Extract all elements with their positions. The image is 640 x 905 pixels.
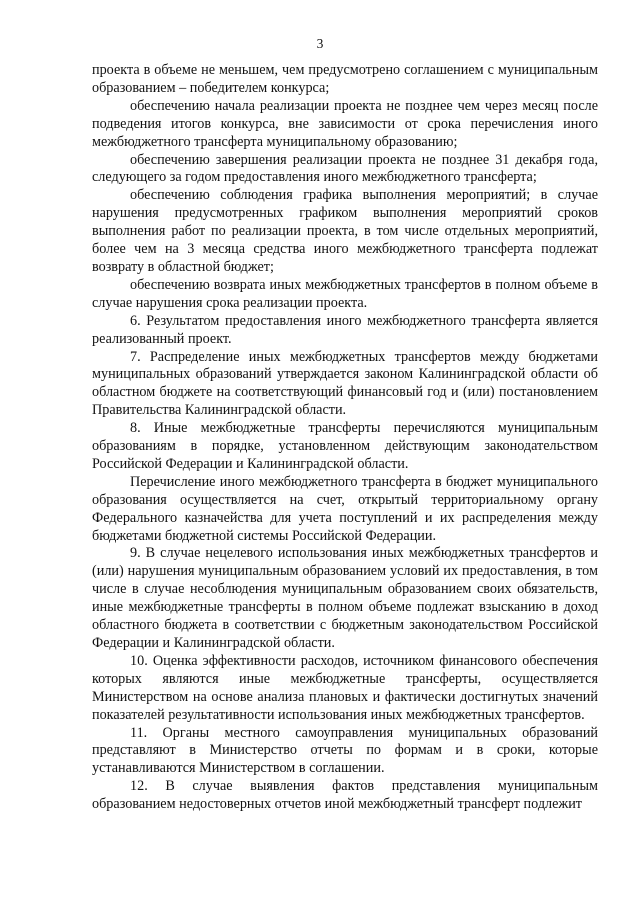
paragraph: обеспечению возврата иных межбюджетных трансфертов в полном объеме в случае нарушения срока реализации проекта. [92,276,598,311]
paragraph: 11. Органы местного самоуправления муниципальных образований представляют в Министерство отчеты по формам и в сроки, которые устанавливаются Министерством в соглашении. [92,724,598,777]
paragraph: проекта в объеме не меньшем, чем предусмотрено соглашением с муниципальным образованием – победителем конкурса; [92,62,598,96]
document-body [92,62,598,814]
paragraph: 12. В случае выявления фактов представления муниципальным образованием недостоверных отчетов иной межбюджетный трансферт подлежит [92,778,598,813]
paragraph: Перечисление иного межбюджетного трансферта в бюджет муниципального образования осуществляется на счет, открытый территориальному органу Федерального казначейства для учета поступлений и их распределения между бюджетами бюджетной системы Российской Федерации. [92,473,598,544]
paragraph: 10. Оценка эффективности расходов, источником финансового обеспечения которых являются иные межбюджетные трансферты, осуществляется Министерством на основе анализа плановых и фактически достигнутых значений показателей результативности использования иных межбюджетных трансфертов. [92,652,598,723]
paragraph: 7. Распределение иных межбюджетных трансфертов между бюджетами муниципальных образований утверждается законом Калининградской области об областном бюджете на соответствующий финансовый год и (или) постановлением Правительства Калининградской области. [92,348,598,419]
paragraph: 8. Иные межбюджетные трансферты перечисляются муниципальным образованиям в порядке, установленном действующим законодательством Российской Федерации и Калининградской области. [92,420,598,472]
paragraph: 6. Результатом предоставления иного межбюджетного трансферта является реализованный проект. [92,312,598,347]
paragraph: обеспечению соблюдения графика выполнения мероприятий; в случае нарушения предусмотренных графиком выполнения мероприятий сроков выполнения работ по реализации проекта, в том числе отдельных мероприятий, более чем на 3 месяца средства иного межбюджетного трансферта подлежат возврату в областной бюджет; [92,187,598,275]
page-number: 3 [316,36,324,51]
paragraph: обеспечению завершения реализации проекта не позднее 31 декабря года, следующего за годом предоставления иного межбюджетного трансферта; [92,151,598,186]
paragraph: обеспечению начала реализации проекта не позднее чем через месяц после подведения итогов конкурса, вне зависимости от срока перечисления иного межбюджетного трансферта муниципальному образованию; [92,97,598,150]
paragraph: 9. В случае нецелевого использования иных межбюджетных трансфертов и (или) нарушения муниципальным образованием условий их предоставления, в том числе в случае несоблюдения муниципальным образованием своих обязательств, иные межбюджетные трансферты в полном объеме подлежат взысканию в доход областного бюджета в соответствии с бюджетным законодательством Российской Федерации и Калининградской области. [92,545,598,651]
